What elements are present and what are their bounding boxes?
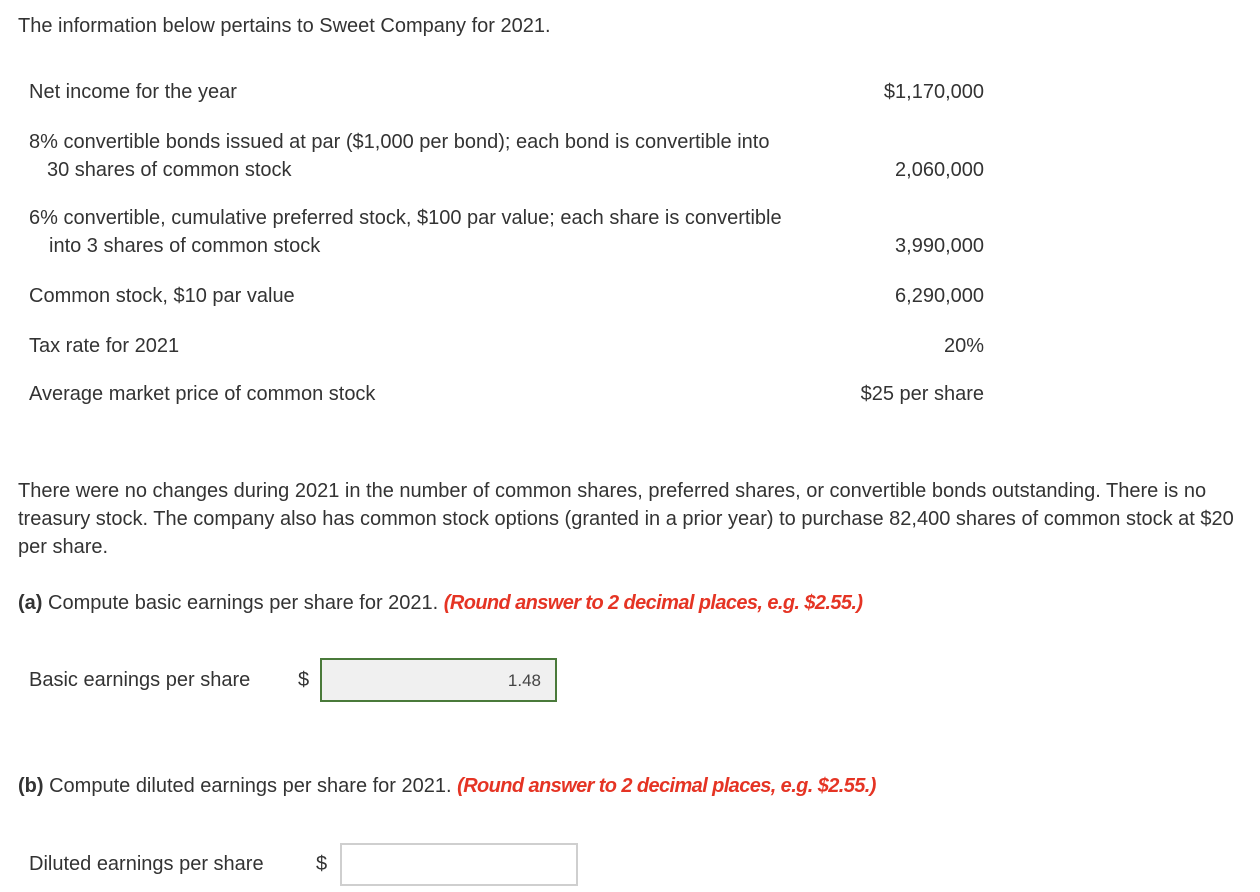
- row-label-line2: 30 shares of common stock: [47, 159, 292, 181]
- diluted-eps-input[interactable]: [340, 843, 578, 886]
- problem-paragraph: There were no changes during 2021 in the number of common shares, preferred shares, or convertible bonds outstanding. There is no treasury stock. The company also has common stock options (granted in a prior year) to purchase 82,400 shares of common stock at $20 per share.: [18, 480, 1234, 558]
- row-value-tax-rate: 20%: [943, 335, 984, 357]
- part-a-question: [18, 589, 862, 617]
- part-a-prefix: (a): [18, 592, 43, 614]
- part-b-question: [18, 772, 876, 800]
- part-a-hint: (Round answer to 2 decimal places, e.g. $2.55.): [443, 592, 863, 614]
- diluted-eps-currency: $: [316, 853, 328, 875]
- row-label-line1: 6% convertible, cumulative preferred stock, $100 par value; each share is convertible: [29, 207, 782, 229]
- row-label-market-price: Average market price of common stock: [29, 383, 376, 405]
- row-label-line2: into 3 shares of common stock: [49, 235, 321, 257]
- part-a-text: Compute basic earnings per share for 2021.: [42, 592, 444, 614]
- row-label-net-income: Net income for the year: [29, 81, 237, 103]
- basic-eps-label: Basic earnings per share: [29, 669, 251, 691]
- row-value-common-stock: 6,290,000: [895, 285, 984, 307]
- row-value-net-income: $1,170,000: [883, 81, 984, 103]
- row-label-line1: 8% convertible bonds issued at par ($1,000 per bond); each bond is convertible into: [29, 131, 770, 153]
- row-label-common-stock: Common stock, $10 par value: [29, 285, 295, 307]
- diluted-eps-label: Diluted earnings per share: [29, 853, 264, 875]
- row-label-preferred-stock: [29, 204, 782, 260]
- part-b-hint: (Round answer to 2 decimal places, e.g. $2.55.): [457, 775, 876, 797]
- row-value-market-price: $25 per share: [860, 383, 984, 405]
- row-label-tax-rate: Tax rate for 2021: [29, 335, 180, 357]
- basic-eps-currency: $: [298, 669, 310, 691]
- part-b-text: Compute diluted earnings per share for 2021.: [43, 775, 458, 797]
- part-b-prefix: (b): [18, 775, 44, 797]
- row-label-convertible-bonds: [29, 128, 769, 184]
- intro-text: The information below pertains to Sweet Company for 2021.: [18, 15, 551, 37]
- row-value-convertible-bonds: 2,060,000: [895, 159, 984, 181]
- basic-eps-input[interactable]: 1.48: [320, 658, 557, 702]
- row-value-preferred-stock: 3,990,000: [895, 235, 984, 257]
